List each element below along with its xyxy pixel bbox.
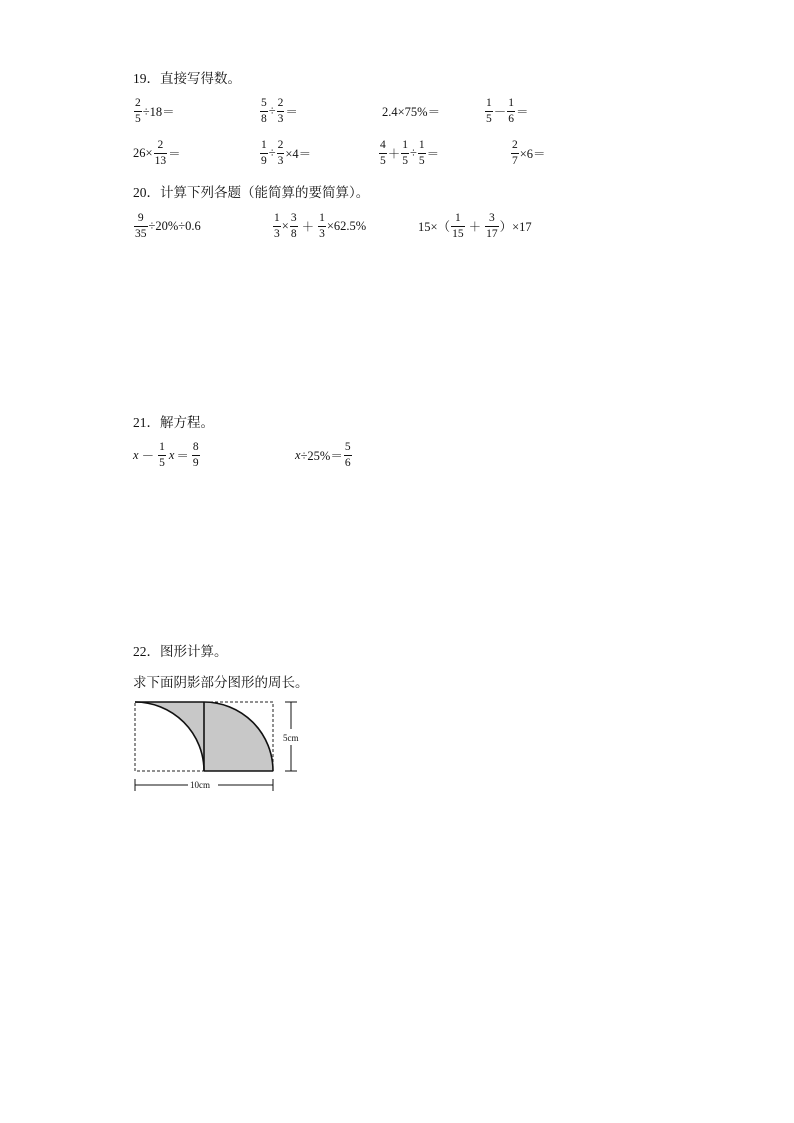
q19-expr-6: $\frac{1}{9}$ ÷ $\frac{2}{3}$ ×4＝ xyxy=(261,138,312,167)
q19-expr-2: $\frac{5}{8}$ ÷ $\frac{2}{3}$ ＝ xyxy=(261,96,298,125)
fraction: $\frac{3}{8}$ xyxy=(290,211,297,240)
q19-expr-7: $\frac{4}{5}$ ＋ $\frac{1}{5}$ ÷ $\frac{1}{5}$ ＝ xyxy=(380,138,440,167)
q20-expr-2: $\frac{1}{3}$ × $\frac{3}{8}$ ＋ $\frac{1}{3}$ ×62.5% xyxy=(274,211,367,240)
fraction: $\frac{8}{9}$ xyxy=(192,440,199,469)
fraction: $\frac{9}{35}$ xyxy=(135,211,147,240)
shaded-region-figure xyxy=(130,695,310,795)
q20-title: 20．计算下列各题（能简算的要简算）。 xyxy=(133,185,370,200)
width-label: 10cm xyxy=(190,780,210,790)
fraction: $\frac{1}{3}$ xyxy=(319,211,325,240)
fraction: $\frac{3}{17}$ xyxy=(486,211,498,240)
fraction: $\frac{4}{5}$ xyxy=(380,138,386,167)
q19-expr-1: $\frac{2}{5}$ ÷18＝ xyxy=(135,96,175,125)
height-dimension xyxy=(283,702,299,771)
q20-expr-3: 15×（ $\frac{1}{15}$ ＋ $\frac{3}{17}$ ）×17 xyxy=(418,211,532,240)
fraction: $\frac{2}{3}$ xyxy=(277,138,284,167)
q21-title: 21．解方程。 xyxy=(133,415,214,430)
fraction: $\frac{2}{7}$ xyxy=(512,138,518,167)
q19-expr-5: 26× $\frac{2}{13}$ ＝ xyxy=(133,138,181,167)
fraction: $\frac{2}{5}$ xyxy=(135,96,141,125)
width-dimension xyxy=(135,779,273,791)
height-label: 5cm xyxy=(283,733,299,743)
q22-subtitle: 求下面阴影部分图形的周长。 xyxy=(133,675,309,690)
fraction: $\frac{1}{5}$ xyxy=(418,138,425,167)
fraction: $\frac{1}{3}$ xyxy=(274,211,280,240)
q21-equation-2: x ÷25%＝ $\frac{5}{6}$ xyxy=(295,440,351,469)
q21-equation-1: x － $\frac{1}{5}$ x ＝ $\frac{8}{9}$ xyxy=(133,440,199,469)
shaded-region-left xyxy=(135,702,204,771)
q19-expr-8: $\frac{2}{7}$ ×6＝ xyxy=(512,138,546,167)
q20-expr-1: $\frac{9}{35}$ ÷20%÷0.6 xyxy=(135,211,201,240)
fraction: $\frac{1}{9}$ xyxy=(261,138,267,167)
fraction: $\frac{1}{5}$ xyxy=(159,440,165,469)
q19-title: 19．直接写得数。 xyxy=(133,71,241,86)
fraction: $\frac{1}{5}$ xyxy=(402,138,409,167)
fraction: $\frac{2}{13}$ xyxy=(154,138,167,167)
fraction: $\frac{2}{3}$ xyxy=(277,96,284,125)
q22-title: 22．图形计算。 xyxy=(133,644,228,659)
fraction: $\frac{1}{6}$ xyxy=(508,96,515,125)
q19-expr-3: 2.4×75%＝ xyxy=(382,105,441,119)
shaded-region-right xyxy=(204,702,273,771)
fraction: $\frac{5}{6}$ xyxy=(344,440,351,469)
fraction: $\frac{5}{8}$ xyxy=(261,96,267,125)
fraction: $\frac{1}{15}$ xyxy=(452,211,464,240)
q19-expr-4: $\frac{1}{5}$ － $\frac{1}{6}$ ＝ xyxy=(486,96,529,125)
fraction: $\frac{1}{5}$ xyxy=(486,96,492,125)
